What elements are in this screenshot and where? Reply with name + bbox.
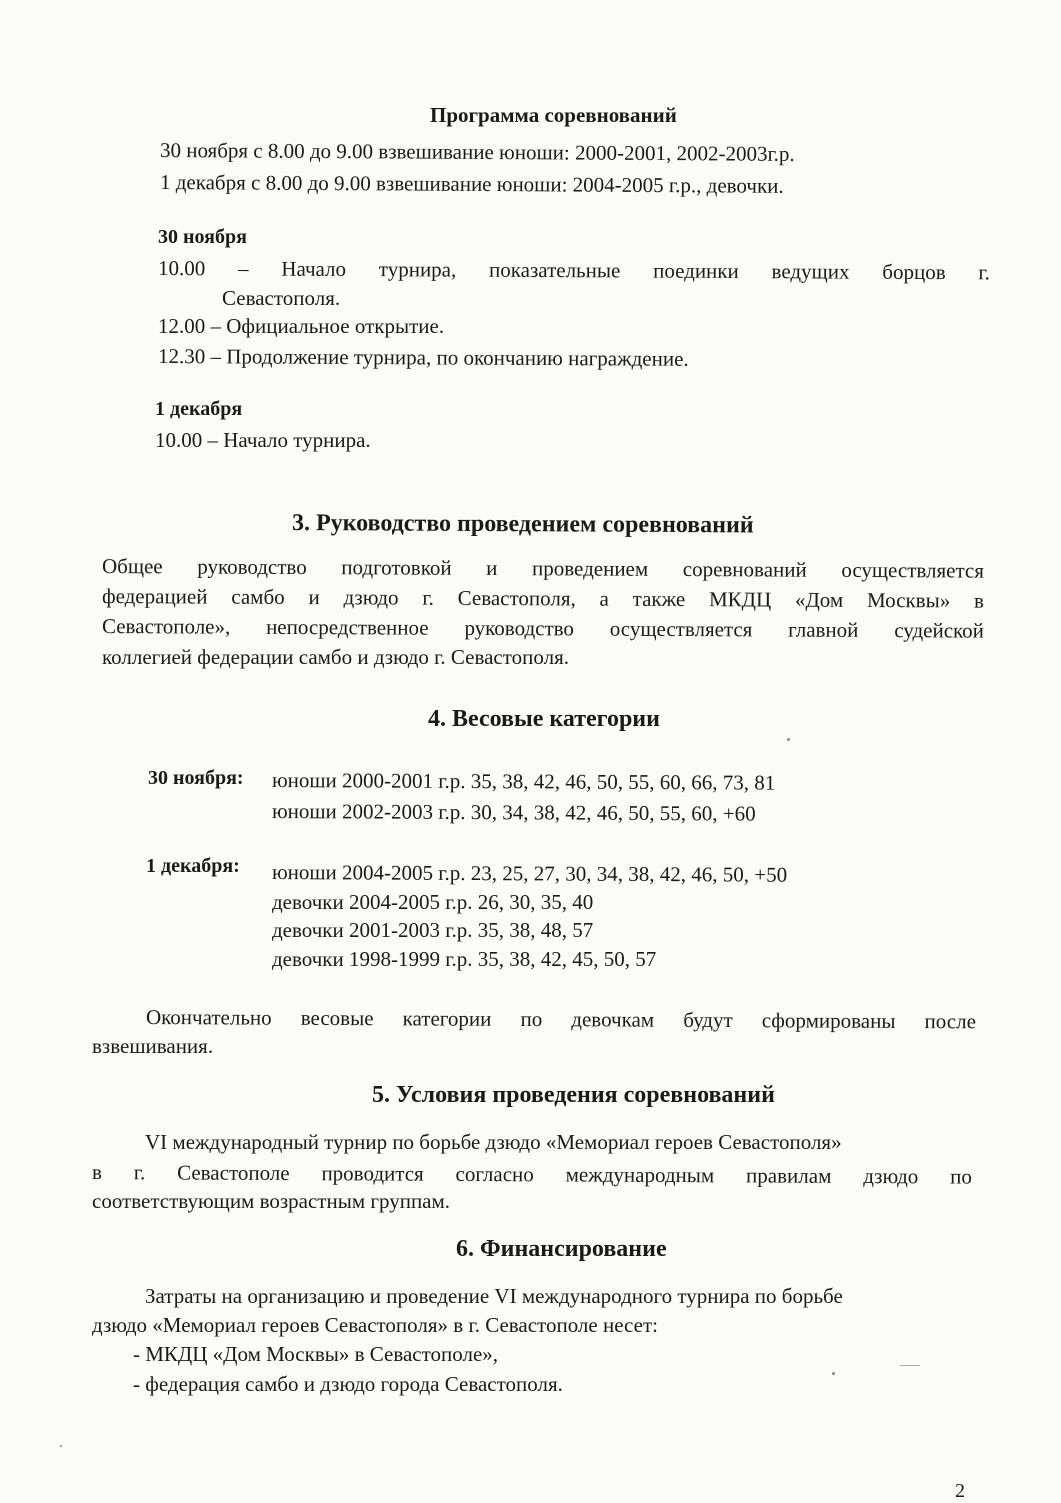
weight-category-row: девочки 1998-1999 г.р. 35, 38, 42, 45, 50, 57 [272, 947, 657, 971]
section3-line: Севастополе», непосредственное руководство осуществляется главной судейской [101, 614, 985, 643]
weight-category-row: девочки 2001-2003 г.р. 35, 38, 48, 57 [272, 918, 594, 942]
section3-last-line: коллегией федерации самбо и дзюдо г. Севастополя. [102, 645, 570, 669]
day1-date: 30 ноября [158, 226, 247, 248]
weight-note-line: Окончательно весовые категории по девочкам будут сформированы после [145, 1005, 977, 1034]
section4-title: 4. Весовые категории [428, 706, 660, 732]
day2-date: 1 декабря [155, 398, 243, 420]
weight-category-row: девочки 2004-2005 г.р. 26, 30, 35, 40 [272, 890, 594, 914]
day1-schedule-line: 10.00 – Начало турнира, показательные поединки ведущих борцов г. [157, 256, 991, 285]
scan-speck [832, 1372, 835, 1375]
weigh-in-line: 1 декабря с 8.00 до 9.00 взвешивание юноши: 2004-2005 г.р., девочки. [159, 170, 784, 198]
weight-day1-label: 30 ноября: [148, 767, 244, 789]
weight-category-row: юноши 2002-2003 г.р. 30, 34, 38, 42, 46, 50, 55, 60, +60 [271, 799, 756, 826]
program-title: Программа соревнований [430, 103, 677, 127]
weigh-in-line: 30 ноября с 8.00 до 9.00 взвешивание юноши: 2000-2001, 2002-2003г.р. [159, 138, 795, 166]
scan-speck [787, 738, 790, 741]
scan-speck [60, 1445, 62, 1447]
section3-title: 3. Руководство проведением соревнований [291, 510, 754, 539]
section3-line: Общее руководство подготовкой и проведением соревнований осуществляется [101, 554, 985, 583]
weight-note-last-line: взвешивания. [92, 1034, 214, 1058]
section5-title: 5. Условия проведения соревнований [372, 1082, 775, 1108]
financing-item: - федерация самбо и дзюдо города Севастополя. [133, 1372, 563, 1396]
day1-opening-line: 12.00 – Официальное открытие. [158, 314, 445, 338]
section5-last-line: соответствующим возрастным группам. [92, 1189, 451, 1213]
weight-category-row: юноши 2004-2005 г.р. 23, 25, 27, 30, 34, 38, 42, 46, 50, +50 [271, 860, 788, 887]
weight-category-row: юноши 2000-2001 г.р. 35, 38, 42, 46, 50, 55, 60, 66, 73, 81 [271, 768, 776, 795]
section5-line-justified: в г. Севастополе проводится согласно международным правилам дзюдо по [91, 1160, 972, 1189]
day1-schedule-line-cont: Севастополя. [222, 286, 341, 310]
day1-continuation-line: 12.30 – Продолжение турнира, по окончанию награждение. [157, 344, 689, 371]
section3-line: федерацией самбо и дзюдо г. Севастополя, а также МКДЦ «Дом Москвы» в [101, 584, 985, 613]
weight-day2-label: 1 декабря: [146, 855, 240, 877]
page-number: 2 [955, 1480, 965, 1502]
section6-line: дзюдо «Мемориал героев Севастополя» в г. Севастополе несет: [92, 1313, 658, 1337]
scan-speck [900, 1365, 920, 1366]
section6-line: Затраты на организацию и проведение VI международного турнира по борьбе [145, 1284, 843, 1308]
section6-title: 6. Финансирование [456, 1236, 667, 1262]
financing-item: - МКДЦ «Дом Москвы» в Севастополе», [133, 1342, 499, 1366]
section5-line: VI международный турнир по борьбе дзюдо «Мемориал героев Севастополя» [145, 1130, 842, 1154]
day2-start-line: 10.00 – Начало турнира. [155, 428, 371, 452]
